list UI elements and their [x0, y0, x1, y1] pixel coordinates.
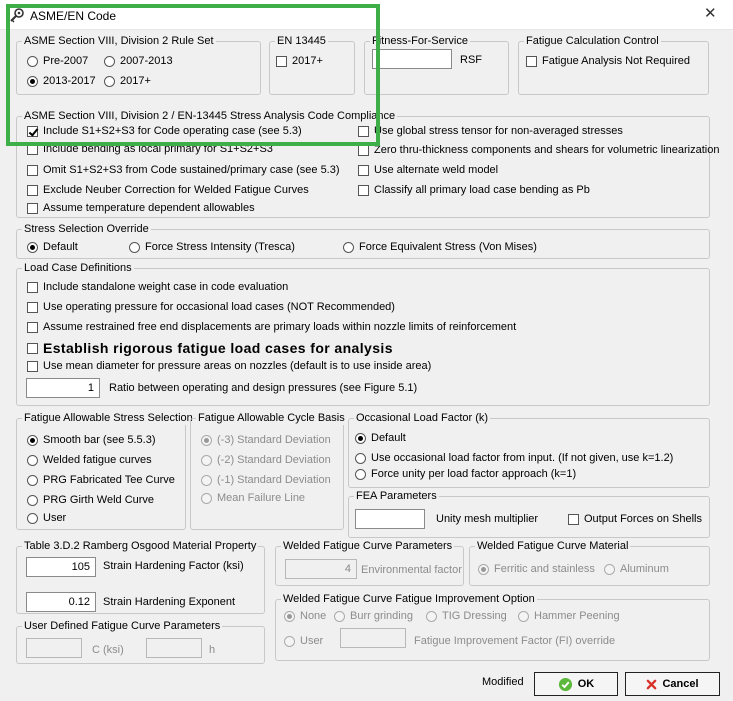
checkbox-omit-s1s2s3[interactable]	[27, 163, 340, 177]
checkbox-global-stress-tensor-label: Use global stress tensor for non-averaged stresses	[374, 125, 623, 137]
checkbox-classify-pb-box[interactable]	[358, 185, 369, 196]
factor-label: Strain Hardening Factor (ksi)	[103, 560, 244, 572]
checkbox-rigorous-fatigue-box[interactable]	[27, 343, 38, 354]
radio-minus1-sd-label: (-1) Standard Deviation	[217, 474, 331, 486]
radio-user-fatigue-label: User	[43, 512, 67, 524]
radio-welded-curves[interactable]	[27, 453, 152, 467]
checkbox-output-forces-box[interactable]	[568, 514, 579, 525]
improvement-legend: Welded Fatigue Curve Fatigue Improvement Option	[283, 593, 535, 605]
radio-2013-2017[interactable]	[27, 74, 96, 88]
radio-welded-curves-dot[interactable]	[27, 455, 38, 466]
checkbox-alternate-weld[interactable]	[358, 163, 498, 177]
checkbox-operating-pressure-label: Use operating pressure for occasional load cases (NOT Recommended)	[43, 301, 395, 313]
radio-prg-tee[interactable]	[27, 473, 175, 487]
checkbox-include-bending-label: Include bending as local primary for S1+S2+S3	[43, 143, 273, 155]
checkbox-global-stress-tensor-box[interactable]	[358, 126, 369, 137]
checkbox-restrained-displacements-label: Assume restrained free end displacements are primary loads within nozzle limits of reinforcement	[43, 321, 517, 333]
radio-improve-user[interactable]	[284, 634, 323, 648]
radio-improve-user-dot[interactable]	[284, 636, 295, 647]
radio-hammer-peening[interactable]	[518, 609, 620, 623]
welded-material-legend: Welded Fatigue Curve Material	[477, 540, 629, 552]
radio-welded-curves-label: Welded fatigue curves	[43, 454, 152, 466]
fatigue-control-group	[518, 35, 709, 95]
checkbox-mean-diameter-label: Use mean diameter for pressure areas on nozzles (default is to use inside area)	[43, 360, 432, 372]
radio-stress-default-dot[interactable]	[27, 242, 38, 253]
radio-2017-plus-dot[interactable]	[104, 76, 115, 87]
radio-occasional-default[interactable]	[355, 431, 406, 445]
radio-improve-none[interactable]	[284, 609, 326, 623]
radio-stress-default-label: Default	[43, 241, 78, 253]
en13445-legend: EN 13445	[277, 35, 326, 47]
fatigue-control-legend: Fatigue Calculation Control	[526, 35, 659, 47]
radio-stress-tresca[interactable]	[129, 240, 295, 254]
rsf-label: RSF	[460, 54, 482, 66]
radio-aluminum-label: Aluminum	[620, 563, 669, 575]
stress-override-group	[16, 223, 710, 259]
radio-smooth-bar-label: Smooth bar (see 5.5.3)	[43, 434, 156, 446]
radio-minus3-sd-label: (-3) Standard Deviation	[217, 434, 331, 446]
radio-improve-user-label: User	[300, 635, 324, 647]
fea-legend: FEA Parameters	[356, 490, 437, 502]
rsf-input[interactable]	[372, 49, 452, 69]
checkbox-en13445-2017[interactable]	[276, 54, 323, 68]
mesh-input[interactable]	[355, 509, 425, 529]
radio-occasional-unity-label: Force unity per load factor approach (k=1)	[371, 468, 577, 480]
radio-occasional-unity[interactable]	[355, 467, 576, 481]
checkbox-omit-s1s2s3-label: Omit S1+S2+S3 from Code sustained/primary case (see 5.3)	[43, 164, 340, 176]
radio-smooth-bar[interactable]	[27, 433, 156, 447]
checkbox-temp-allowables-box[interactable]	[27, 203, 38, 214]
checkbox-fatigue-not-required-box[interactable]	[526, 56, 537, 67]
ok-button[interactable]	[534, 672, 618, 696]
mesh-label: Unity mesh multiplier	[436, 513, 539, 525]
env-factor-label: Environmental factor	[361, 564, 462, 576]
checkbox-rigorous-fatigue-label: Establish rigorous fatigue load cases for analysis	[43, 340, 393, 356]
checkbox-standalone-weight-box[interactable]	[27, 282, 38, 293]
radio-occasional-default-label: Default	[371, 432, 406, 444]
c-ksi-label: C (ksi)	[92, 644, 124, 656]
checkbox-fatigue-not-required-label: Fatigue Analysis Not Required	[542, 55, 690, 67]
pressure-ratio-input[interactable]: 1	[26, 378, 100, 398]
radio-burr-grinding[interactable]	[334, 609, 413, 623]
x-icon	[646, 679, 657, 690]
fatigue-allow-group	[16, 412, 193, 530]
env-factor-input[interactable]: 4	[285, 559, 357, 579]
radio-pre-2007-label: Pre-2007	[43, 55, 89, 67]
checkbox-en13445-2017-box[interactable]	[276, 56, 287, 67]
checkbox-en13445-2017-label: 2017+	[292, 55, 323, 67]
radio-mean-failure-dot[interactable]	[201, 493, 212, 504]
compliance-group	[16, 110, 720, 218]
checkbox-include-s1s2s3-box[interactable]	[27, 126, 38, 137]
radio-improve-none-label: None	[300, 610, 327, 622]
radio-occasional-default-dot[interactable]	[355, 433, 366, 444]
welded-params-legend: Welded Fatigue Curve Parameters	[283, 540, 453, 552]
checkbox-fatigue-not-required[interactable]	[526, 54, 690, 68]
checkbox-alternate-weld-box[interactable]	[358, 165, 369, 176]
radio-prg-girth-label: PRG Girth Weld Curve	[43, 494, 155, 506]
radio-2007-2013-dot[interactable]	[104, 56, 115, 67]
radio-ferritic-dot[interactable]	[478, 564, 489, 575]
occasional-legend: Occasional Load Factor (k)	[356, 412, 489, 424]
occasional-group	[348, 412, 710, 488]
exponent-label: Strain Hardening Exponent	[103, 596, 236, 608]
exponent-input[interactable]: 0.12	[26, 592, 96, 612]
radio-aluminum-dot[interactable]	[604, 564, 615, 575]
ruleset-group	[16, 35, 261, 95]
checkbox-classify-pb[interactable]	[358, 183, 590, 197]
radio-hammer-peening-label: Hammer Peening	[534, 610, 620, 622]
radio-minus2-sd[interactable]	[201, 453, 331, 467]
checkbox-classify-pb-label: Classify all primary load case bending as Pb	[374, 184, 590, 196]
radio-occasional-input[interactable]	[355, 451, 673, 465]
h-input[interactable]	[146, 638, 202, 658]
radio-pre-2007-dot[interactable]	[27, 56, 38, 67]
radio-user-fatigue[interactable]	[27, 511, 66, 525]
checkbox-omit-s1s2s3-box[interactable]	[27, 165, 38, 176]
user-curve-legend: User Defined Fatigue Curve Parameters	[24, 620, 221, 632]
radio-tig-dressing-label: TIG Dressing	[442, 610, 507, 622]
checkbox-mean-diameter-box[interactable]	[27, 361, 38, 372]
radio-stress-tresca-dot[interactable]	[129, 242, 140, 253]
radio-ferritic[interactable]	[478, 562, 595, 576]
radio-stress-von-mises[interactable]	[343, 240, 537, 254]
status-label: Modified	[482, 676, 524, 688]
stress-override-legend: Stress Selection Override	[24, 223, 149, 235]
radio-prg-girth[interactable]	[27, 493, 154, 507]
radio-2007-2013[interactable]	[104, 54, 173, 68]
ffs-legend: Fitness-For-Service	[372, 35, 468, 47]
radio-hammer-peening-dot[interactable]	[518, 611, 529, 622]
checkbox-mean-diameter[interactable]	[27, 359, 431, 373]
radio-mean-failure[interactable]	[201, 491, 305, 505]
radio-mean-failure-label: Mean Failure Line	[217, 492, 306, 504]
close-icon[interactable]: ✕	[704, 5, 717, 22]
radio-ferritic-label: Ferritic and stainless	[494, 563, 595, 575]
radio-2017-plus[interactable]	[104, 74, 151, 88]
checkbox-include-s1s2s3[interactable]	[27, 124, 302, 138]
pressure-ratio-label: Ratio between operating and design pressures (see Figure 5.1)	[109, 382, 418, 394]
checkbox-restrained-displacements[interactable]	[27, 320, 516, 334]
radio-stress-von-mises-dot[interactable]	[343, 242, 354, 253]
c-ksi-input[interactable]	[26, 638, 82, 658]
radio-prg-tee-label: PRG Fabricated Tee Curve	[43, 474, 175, 486]
checkbox-zero-thru-thickness[interactable]	[358, 143, 719, 157]
checkbox-include-bending-box[interactable]	[27, 144, 38, 155]
checkbox-standalone-weight[interactable]	[27, 280, 288, 294]
checkbox-temp-allowables-label: Assume temperature dependent allowables	[43, 202, 255, 214]
cycle-basis-group	[190, 412, 345, 530]
radio-smooth-bar-dot[interactable]	[27, 435, 38, 446]
radio-2017-plus-label: 2017+	[120, 75, 151, 87]
radio-minus1-sd[interactable]	[201, 473, 331, 487]
checkbox-standalone-weight-label: Include standalone weight case in code evaluation	[43, 281, 289, 293]
radio-prg-girth-dot[interactable]	[27, 495, 38, 506]
radio-prg-tee-dot[interactable]	[27, 475, 38, 486]
radio-tig-dressing[interactable]	[426, 609, 507, 623]
radio-2013-2017-label: 2013-2017	[43, 75, 96, 87]
checkbox-exclude-neuber-box[interactable]	[27, 185, 38, 196]
fatigue-allow-legend: Fatigue Allowable Stress Selection	[24, 412, 193, 424]
en13445-group	[269, 35, 355, 95]
radio-minus2-sd-dot[interactable]	[201, 455, 212, 466]
load-case-legend: Load Case Definitions	[24, 262, 132, 274]
checkbox-exclude-neuber-label: Exclude Neuber Correction for Welded Fatigue Curves	[43, 184, 309, 196]
radio-occasional-unity-dot[interactable]	[355, 469, 366, 480]
radio-tig-dressing-dot[interactable]	[426, 611, 437, 622]
radio-minus2-sd-label: (-2) Standard Deviation	[217, 454, 331, 466]
cancel-button-label: Cancel	[662, 678, 699, 690]
checkbox-global-stress-tensor[interactable]	[358, 124, 623, 138]
cycle-basis-legend: Fatigue Allowable Cycle Basis	[198, 412, 345, 424]
checkbox-zero-thru-thickness-label: Zero thru-thickness components and shears for volumetric linearization	[374, 144, 720, 156]
ramberg-legend: Table 3.D.2 Ramberg Osgood Material Property	[24, 540, 257, 552]
radio-stress-tresca-label: Force Stress Intensity (Tresca)	[145, 241, 295, 253]
radio-occasional-input-label: Use occasional load factor from input. (If not given, use k=1.2)	[371, 452, 674, 464]
radio-2013-2017-dot[interactable]	[27, 76, 38, 87]
ok-button-label: OK	[577, 678, 595, 690]
radio-minus3-sd[interactable]	[201, 433, 331, 447]
radio-burr-grinding-dot[interactable]	[334, 611, 345, 622]
radio-stress-von-mises-label: Force Equivalent Stress (Von Mises)	[359, 241, 537, 253]
radio-minus3-sd-dot[interactable]	[201, 435, 212, 446]
checkbox-temp-allowables[interactable]	[27, 201, 255, 215]
radio-2007-2013-label: 2007-2013	[120, 55, 173, 67]
window-title: ASME/EN Code	[30, 9, 117, 23]
checkbox-zero-thru-thickness-box[interactable]	[358, 145, 369, 156]
checkbox-operating-pressure[interactable]	[27, 300, 395, 314]
fi-override-label: Fatigue Improvement Factor (FI) override	[414, 635, 616, 647]
checkbox-include-bending[interactable]	[27, 142, 273, 156]
checkbox-output-forces-label: Output Forces on Shells	[584, 513, 703, 525]
checkbox-output-forces[interactable]	[568, 512, 702, 526]
radio-improve-none-dot[interactable]	[284, 611, 295, 622]
check-shield-icon	[558, 677, 573, 692]
checkbox-rigorous-fatigue[interactable]	[27, 339, 393, 357]
ruleset-legend: ASME Section VIII, Division 2 Rule Set	[24, 35, 214, 47]
radio-pre-2007[interactable]	[27, 54, 88, 68]
radio-aluminum[interactable]	[604, 562, 669, 576]
radio-stress-default[interactable]	[27, 240, 78, 254]
cancel-button[interactable]	[625, 672, 720, 696]
radio-burr-grinding-label: Burr grinding	[350, 610, 413, 622]
factor-input[interactable]: 105	[26, 557, 96, 577]
checkbox-operating-pressure-box[interactable]	[27, 302, 38, 313]
fi-override-input[interactable]	[340, 628, 406, 648]
checkbox-include-s1s2s3-label: Include S1+S2+S3 for Code operating case (see 5.3)	[43, 125, 302, 137]
checkbox-restrained-displacements-box[interactable]	[27, 322, 38, 333]
compliance-legend: ASME Section VIII, Division 2 / EN-13445 Stress Analysis Code Compliance	[24, 110, 396, 122]
checkbox-exclude-neuber[interactable]	[27, 183, 309, 197]
h-label: h	[209, 644, 216, 656]
radio-user-fatigue-dot[interactable]	[27, 513, 38, 524]
radio-minus1-sd-dot[interactable]	[201, 475, 212, 486]
key-wrench-icon	[9, 7, 25, 23]
checkbox-alternate-weld-label: Use alternate weld model	[374, 164, 499, 176]
welded-material-group	[469, 540, 710, 586]
radio-occasional-input-dot[interactable]	[355, 453, 366, 464]
